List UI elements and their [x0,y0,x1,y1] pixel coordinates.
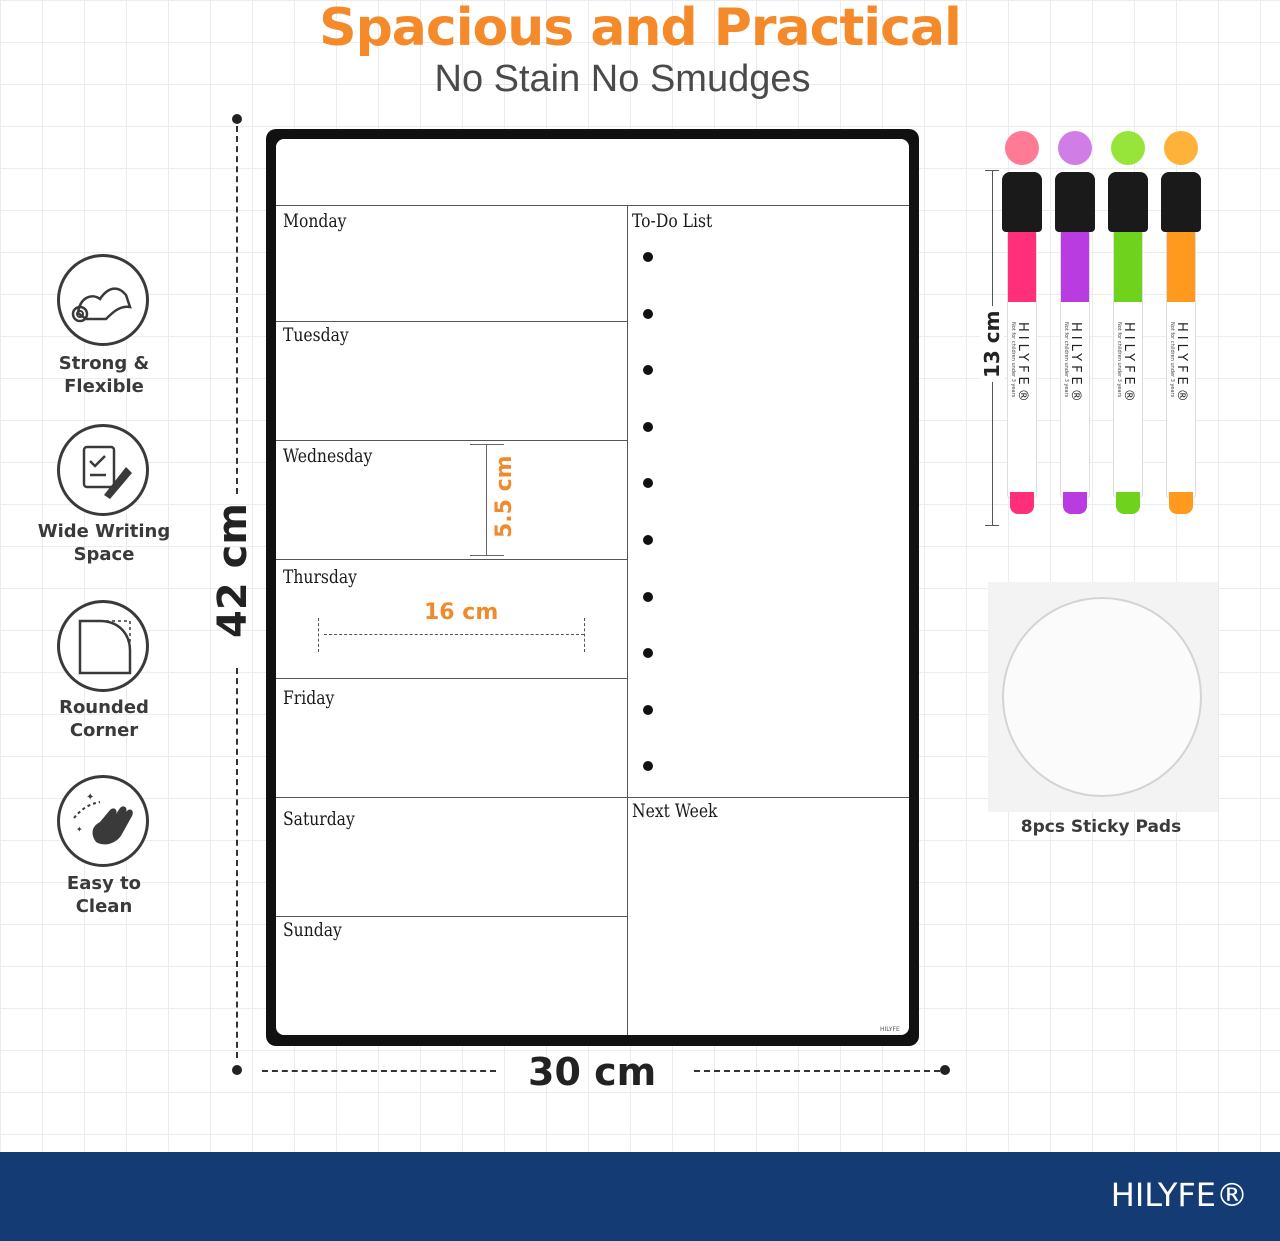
marker-tip [1169,492,1193,514]
marker-brand: HILYFE® [1015,322,1030,406]
todo-bullet [643,252,653,262]
board-rule-friday [276,678,627,679]
height-dim-line-bottom [236,668,238,1058]
todo-bullet [643,422,653,432]
marker-tip [1063,492,1087,514]
marker-eraser-cap [1055,172,1095,232]
width-dim-line-right [694,1070,940,1072]
svg-text:✦: ✦ [76,825,83,834]
row-width-dim-cap-left [318,618,319,652]
marker-tip [1010,492,1034,514]
rolled-sheet-icon [57,254,149,346]
day-label-wednesday: Wednesday [283,445,373,467]
day-label-thursday: Thursday [283,566,357,588]
row-width-dim-cap-right [584,618,585,652]
footer-bar [0,1152,1280,1241]
marker-pen [1002,172,1042,532]
sticky-pad [1002,597,1202,797]
marker-color-dot [1164,131,1198,165]
sticky-pads-label: 8pcs Sticky Pads [1020,817,1182,837]
marker-color-dot [1111,131,1145,165]
marker-warning: Not for children under 3 years [1169,322,1175,398]
marker-dim-label: 13 cm [980,307,1004,383]
todo-bullet [643,705,653,715]
row-width-dim-label: 16 cm [424,600,499,625]
board-column-divider [627,205,628,1035]
row-height-dim-label: 5.5 cm [492,455,517,538]
whiteboard-surface [276,139,909,1035]
board-rule-thursday [276,559,627,560]
height-dim-dot-top [232,114,242,124]
row-width-dim-line [324,634,584,635]
board-rule-saturday [276,797,909,798]
marker-color-dot [1005,131,1039,165]
checklist-pen-icon [57,424,149,516]
marker-brand: HILYFE® [1068,322,1083,406]
marker-warning: Not for children under 3 years [1063,322,1069,398]
marker-warning: Not for children under 3 years [1116,322,1122,398]
marker-brand: HILYFE® [1174,322,1189,406]
marker-eraser-cap [1002,172,1042,232]
day-label-saturday: Saturday [283,808,355,830]
board-small-brand: HILYFE [880,1026,900,1033]
row-height-dim-line [486,444,487,556]
width-dim-label: 30 cm [528,1050,657,1094]
todo-bullet [643,592,653,602]
todo-bullet [643,309,653,319]
marker-eraser-cap [1108,172,1148,232]
board-top-rule [276,205,909,206]
day-label-monday: Monday [283,210,347,232]
footer-brand: HILYFE® [1110,1176,1248,1214]
feature-label-corner: Rounded Corner [59,697,149,741]
marker-warning: Not for children under 3 years [1010,322,1016,398]
height-dim-dot-bottom [232,1065,242,1075]
marker-dim-cap-bottom [985,525,999,526]
height-dim-label: 42 cm [210,503,256,638]
board-rule-wednesday [276,440,627,441]
marker-pen [1108,172,1148,532]
marker-eraser-cap [1161,172,1201,232]
day-label-sunday: Sunday [283,919,342,941]
board-rule-sunday [276,916,627,917]
marker-dim-cap-top [985,170,999,171]
board-rule-tuesday [276,321,627,322]
rounded-corner-icon [57,600,149,692]
marker-color-dot [1058,131,1092,165]
width-dim-dot-right [940,1065,950,1075]
marker-pen [1161,172,1201,532]
feature-label-writing: Wide Writing Space [37,521,171,565]
todo-bullet [643,535,653,545]
day-label-tuesday: Tuesday [283,324,349,346]
next-week-title: Next Week [632,800,718,822]
row-height-dim-cap-bottom [470,555,504,556]
todo-title: To-Do List [632,210,713,232]
feature-label-clean: Easy to Clean [66,873,142,917]
marker-brand: HILYFE® [1121,322,1136,406]
height-dim-line-top [236,126,238,494]
day-label-friday: Friday [283,687,335,709]
headline: Spacious and Practical [319,0,961,58]
width-dim-line-left [262,1070,496,1072]
marker-pen [1055,172,1095,532]
wiping-hand-icon [57,775,149,867]
feature-label-strong: Strong & Flexible [58,353,150,397]
subline: No Stain No Smudges [434,58,811,100]
marker-tip [1116,492,1140,514]
svg-text:✦: ✦ [86,792,95,803]
row-height-dim-cap-top [470,444,504,445]
